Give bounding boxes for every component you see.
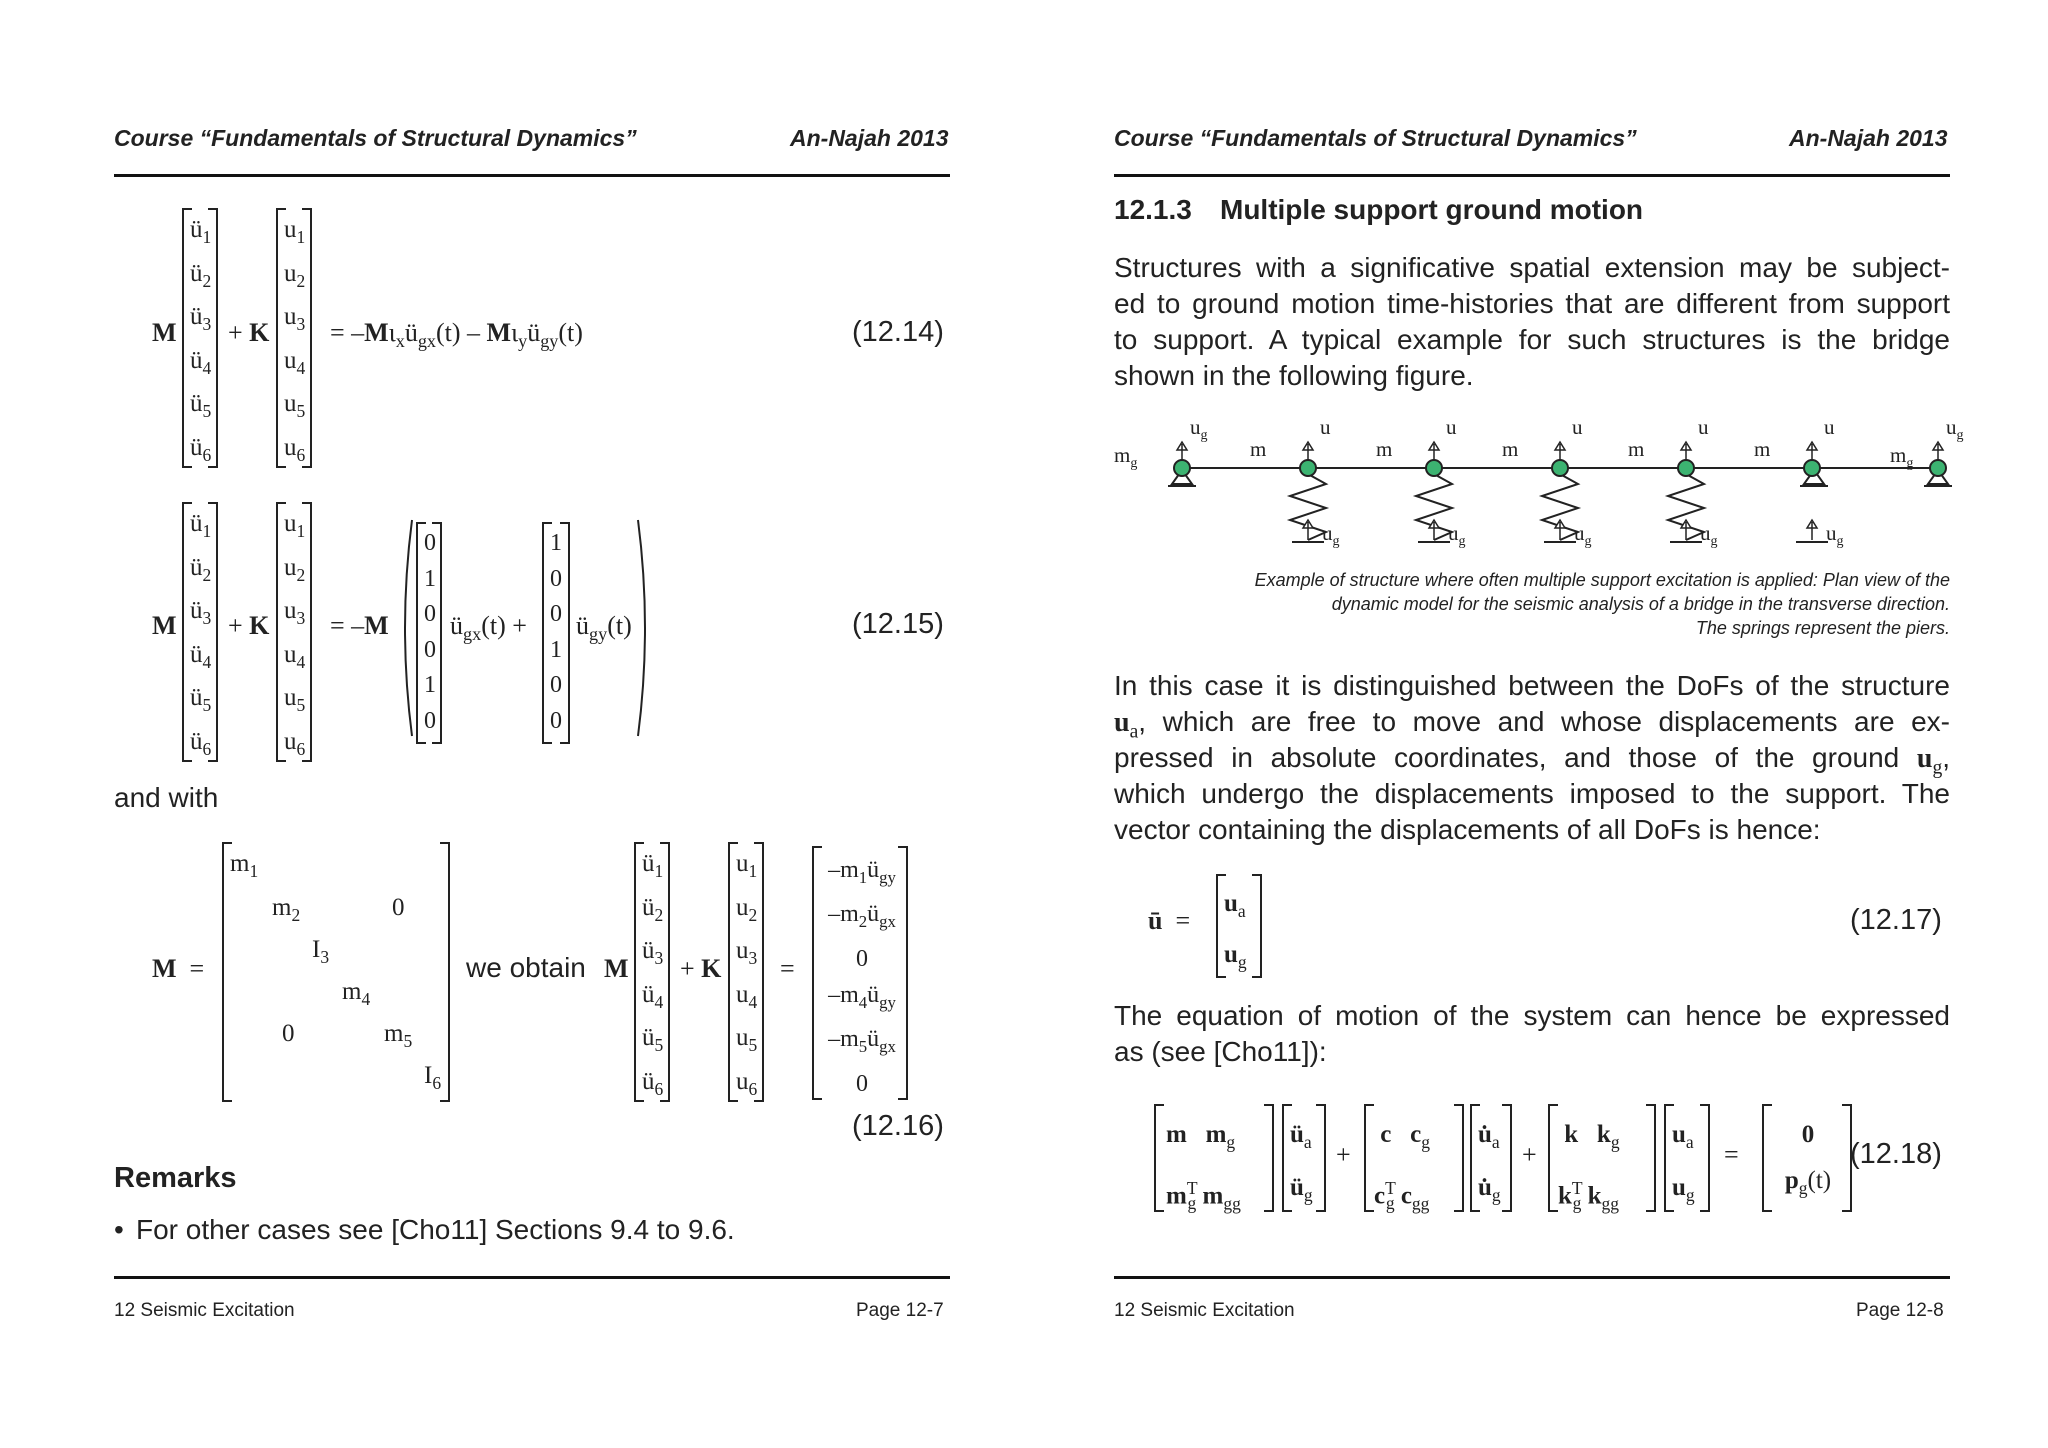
stiffness-matrix: k $k_g$ $k^T_g$ $k_{gg}$: [1558, 1121, 1620, 1214]
plus: + K: [228, 611, 270, 640]
svg-text:u: u: [1572, 415, 1583, 439]
paragraph-2: [1114, 668, 1950, 848]
header-place: An-Najah 2013: [790, 125, 949, 151]
bracket: [440, 842, 450, 1102]
eq17-lhs: ū =: [1148, 906, 1191, 935]
eq14-number: (12.14): [852, 316, 944, 348]
bracket: [1154, 1104, 1164, 1212]
m1: $m_1$: [230, 850, 259, 881]
eq15-number: (12.15): [852, 608, 944, 640]
vec-cell: $u_1$: [736, 850, 758, 881]
vec-cell: 0: [550, 565, 562, 592]
bracket: [1502, 1104, 1512, 1212]
vec-cell: $u_2$: [284, 259, 306, 291]
we-obtain-text: we obtain: [466, 952, 586, 983]
vec-cell: $u_2$: [736, 893, 758, 925]
vec-cell: $u_5$: [736, 1024, 758, 1055]
svg-text:m: m: [1250, 437, 1267, 461]
vec-cell: $u_1$: [284, 216, 306, 247]
vec-cell: $-m_4ü_{gy}$: [828, 982, 896, 1012]
text-line: Structures with a significative spatial extension may be subject-: [1114, 252, 1950, 283]
vec-cell: $ü_2$: [642, 893, 664, 925]
paragraph-1: [1114, 250, 1950, 394]
right-page: [1024, 0, 2048, 1448]
load-vec: 0 $p_g(t)$: [1784, 1121, 1832, 1198]
equals: =: [1724, 1140, 1739, 1169]
vec-cell: 1: [550, 636, 562, 663]
vec-cell: 0: [424, 707, 436, 734]
svg-text:u: u: [1320, 415, 1331, 439]
vec-cell: $-m_2ü_{gx}$: [828, 901, 896, 932]
vec-cell: $ü_1$: [190, 216, 212, 247]
svg-text:m: m: [1376, 437, 1393, 461]
vec-cell: 0: [424, 530, 436, 556]
eq16-number: (12.16): [852, 1110, 944, 1142]
bracket: [1548, 1104, 1558, 1212]
vec-cell: $ü_2$: [190, 259, 212, 291]
footer-page: Page 12-8: [1856, 1300, 1944, 1321]
vec-cell: $-m_1ü_{gy}$: [828, 857, 896, 887]
node-icon: [1174, 460, 1190, 476]
vec-cell: $u_3$: [284, 303, 306, 334]
text-line: vector containing the displacements of all DoFs is hence:: [1114, 814, 1821, 845]
damping-matrix: c $c_g$ $c^T_g$ $c_{gg}$: [1374, 1121, 1430, 1214]
acc-vector: [190, 212, 211, 473]
vec-cell: $ü_3$: [642, 937, 664, 968]
zero-lower: 0: [282, 1020, 295, 1047]
eq17-vector: $u_a$ $u_g$: [1224, 890, 1247, 972]
iota-x-vector: [424, 526, 436, 739]
svg-text:m: m: [1502, 437, 1519, 461]
rhs-vector: [818, 852, 906, 1102]
svg-text:u: u: [1446, 415, 1457, 439]
I6: $I_6$: [424, 1062, 442, 1093]
bracket: [1252, 874, 1262, 978]
vec-cell: 1: [424, 672, 436, 698]
text-line: $u_a$, which are free to move and whose displacements are ex-: [1114, 706, 1950, 743]
remarks-heading: Remarks: [114, 1162, 237, 1194]
bridge-figure: [1114, 412, 1974, 562]
eq16-M: M =: [152, 954, 205, 983]
acc-vec: $ü_a$ $ü_g$: [1290, 1121, 1313, 1205]
vec-cell: $ü_4$: [190, 346, 212, 378]
vec-cell: 0: [550, 672, 562, 698]
vec-cell: $ü_4$: [190, 640, 212, 672]
vec-cell: $u_3$: [284, 597, 306, 628]
eq14-M: M: [152, 318, 177, 347]
vec-cell: $u_1$: [284, 510, 306, 541]
vec-cell: 0: [550, 707, 562, 734]
vec-cell: $ü_5$: [190, 390, 212, 421]
svg-text:ug: $u_g$: [1946, 415, 1964, 443]
vel-vec: $u̇_a$ $u̇_g$: [1478, 1121, 1501, 1205]
vec-cell: 1: [550, 530, 562, 556]
vec-cell: $ü_5$: [642, 1024, 664, 1055]
vec-cell: 0: [856, 945, 868, 972]
header-place: An-Najah 2013: [1789, 125, 1948, 151]
footer-rule: [1114, 1276, 1950, 1279]
plus: + K: [228, 318, 270, 347]
caption-line: dynamic model for the seismic analysis of a bridge in the transverse direction.: [1331, 594, 1950, 614]
node-icon: [1930, 460, 1946, 476]
vec-cell: $ü_3$: [190, 303, 212, 334]
section-number: 12.1.3: [1114, 194, 1192, 225]
vec-cell: $ü_2$: [190, 553, 212, 585]
disp-vec: $u_a$ $u_g$: [1672, 1121, 1695, 1205]
svg-text:ug: $u_g$: [1448, 521, 1466, 549]
node-icon: [1426, 460, 1442, 476]
zero-upper: 0: [392, 894, 405, 921]
vec-cell: $ü_1$: [190, 510, 212, 541]
eq14-rhs: = $-M\iota_xü_{gx}(t)$ – $M\iota_yü_{gy}(t)$: [330, 318, 583, 352]
vec-cell: $u_4$: [736, 980, 758, 1012]
header-course: Course “Fundamentals of Structural Dynamics”: [1114, 125, 1637, 151]
footer-chapter: 12 Seismic Excitation: [114, 1300, 295, 1321]
vec-cell: $u_6$: [736, 1067, 758, 1099]
plus: + K: [680, 954, 722, 983]
ugy-term: $ü_{gy}(t)$: [576, 611, 632, 645]
I3: $I_3$: [312, 936, 330, 967]
vec-cell: $u_2$: [284, 553, 306, 585]
text-line: which undergo the displacements imposed to the support. The: [1114, 778, 1950, 809]
svg-text:ug: $u_g$: [1574, 521, 1592, 549]
caption-line: The springs represent the piers.: [1695, 618, 1950, 638]
vec-cell: $u_4$: [284, 640, 306, 672]
section-title: Multiple support ground motion: [1220, 194, 1644, 225]
m5: $m_5$: [384, 1020, 413, 1051]
right-paren: [634, 518, 654, 738]
vec-cell: $-m_5ü_{gx}$: [828, 1026, 896, 1057]
disp-vector: [284, 212, 305, 473]
vec-cell: $u_6$: [284, 727, 306, 759]
vec-cell: 0: [424, 636, 436, 663]
text-line: pressed in absolute coordinates, and those of the ground $u_g$,: [1114, 742, 1951, 779]
node-icon: [1804, 460, 1820, 476]
plus: +: [1522, 1140, 1537, 1169]
text-segment: , which are free to move and whose displacements are ex-: [1138, 706, 1950, 737]
text-line: The equation of motion of the system can hence be expressed: [1114, 1000, 1950, 1031]
ugx-term: $ü_{gx}(t)$ +: [450, 611, 527, 645]
left-paren: [396, 518, 416, 738]
svg-text:ug: $u_g$: [1190, 415, 1208, 443]
svg-text:mg: $m_g$: [1114, 443, 1138, 471]
svg-text:ug: $u_g$: [1700, 521, 1718, 549]
disp-vector: [736, 846, 757, 1107]
bracket: [1646, 1104, 1656, 1212]
vec-cell: $u_5$: [284, 684, 306, 715]
text-line: shown in the following figure.: [1114, 360, 1474, 391]
bracket: [1454, 1104, 1464, 1212]
eq15-minus-M: = –M: [330, 611, 389, 640]
bracket: [1700, 1104, 1710, 1212]
vec-cell: 0: [550, 601, 562, 627]
vec-cell: $ü_6$: [190, 433, 212, 465]
text-segment: pressed in absolute coordinates, and those of the ground: [1114, 742, 1900, 773]
svg-text:ug: $u_g$: [1322, 521, 1340, 549]
acc-vector: [190, 506, 211, 767]
node-icon: [1678, 460, 1694, 476]
mass-matrix: m $m_g$ $m^T_g$ $m_{gg}$: [1166, 1121, 1241, 1214]
bracket: [1364, 1104, 1374, 1212]
eq16-M2: M: [604, 954, 629, 983]
footer-page: Page 12-7: [856, 1300, 944, 1321]
svg-text:m: m: [1754, 437, 1771, 461]
svg-text:m: m: [1628, 437, 1645, 461]
remark-bullet: •: [114, 1214, 124, 1245]
acc-vector: [642, 846, 663, 1107]
vec-cell: $ü_6$: [190, 727, 212, 759]
vec-cell: $u_6$: [284, 433, 306, 465]
text-line: In this case it is distinguished between the DoFs of the structure: [1114, 670, 1950, 701]
node-icon: [1552, 460, 1568, 476]
figure-caption: [1114, 568, 1950, 640]
vec-cell: $u_5$: [284, 390, 306, 421]
vec-cell: $ü_5$: [190, 684, 212, 715]
footer-chapter: 12 Seismic Excitation: [1114, 1300, 1295, 1321]
vec-cell: $ü_1$: [642, 850, 664, 881]
eq18-number: (12.18): [1850, 1138, 1942, 1170]
vec-cell: 0: [856, 1070, 868, 1097]
vec-cell: $ü_4$: [642, 980, 664, 1012]
vec-cell: $ü_3$: [190, 597, 212, 628]
paragraph-3: [1114, 998, 1950, 1070]
text-line: ed to ground motion time-histories that are different from support: [1114, 288, 1950, 319]
footer-rule: [114, 1276, 950, 1279]
eq15-M: M: [152, 611, 177, 640]
svg-text:ug: $u_g$: [1826, 521, 1844, 549]
vec-cell: $ü_6$: [642, 1067, 664, 1099]
vec-cell: $u_3$: [736, 937, 758, 968]
node-icon: [1300, 460, 1316, 476]
svg-text:u: u: [1698, 415, 1709, 439]
vec-cell: 0: [424, 601, 436, 627]
remark-1: For other cases see [Cho11] Sections 9.4 to 9.6.: [136, 1214, 735, 1245]
vec-cell: 1: [424, 565, 436, 592]
equals: =: [780, 954, 795, 983]
disp-vector: [284, 506, 305, 767]
text-line: to support. A typical example for such structures is the bridge: [1114, 324, 1950, 355]
plus: +: [1336, 1140, 1351, 1169]
m2: $m_2$: [272, 894, 301, 925]
bracket: [1264, 1104, 1274, 1212]
text-line: as (see [Cho11]):: [1114, 1036, 1327, 1067]
eq17-number: (12.17): [1850, 904, 1942, 936]
svg-text:u: u: [1824, 415, 1835, 439]
caption-line: Example of structure where often multiple support excitation is applied: Plan view of the: [1254, 570, 1950, 590]
and-with-text: and with: [114, 782, 219, 813]
header-course: Course “Fundamentals of Structural Dynamics”: [114, 125, 637, 151]
vec-cell: $u_4$: [284, 346, 306, 378]
header-rule: [114, 174, 950, 177]
svg-text:mg: $m_g$: [1890, 443, 1914, 471]
iota-y-vector: [550, 526, 562, 739]
header-rule: [1114, 174, 1950, 177]
m4: $m_4$: [342, 978, 371, 1009]
bracket: [1316, 1104, 1326, 1212]
